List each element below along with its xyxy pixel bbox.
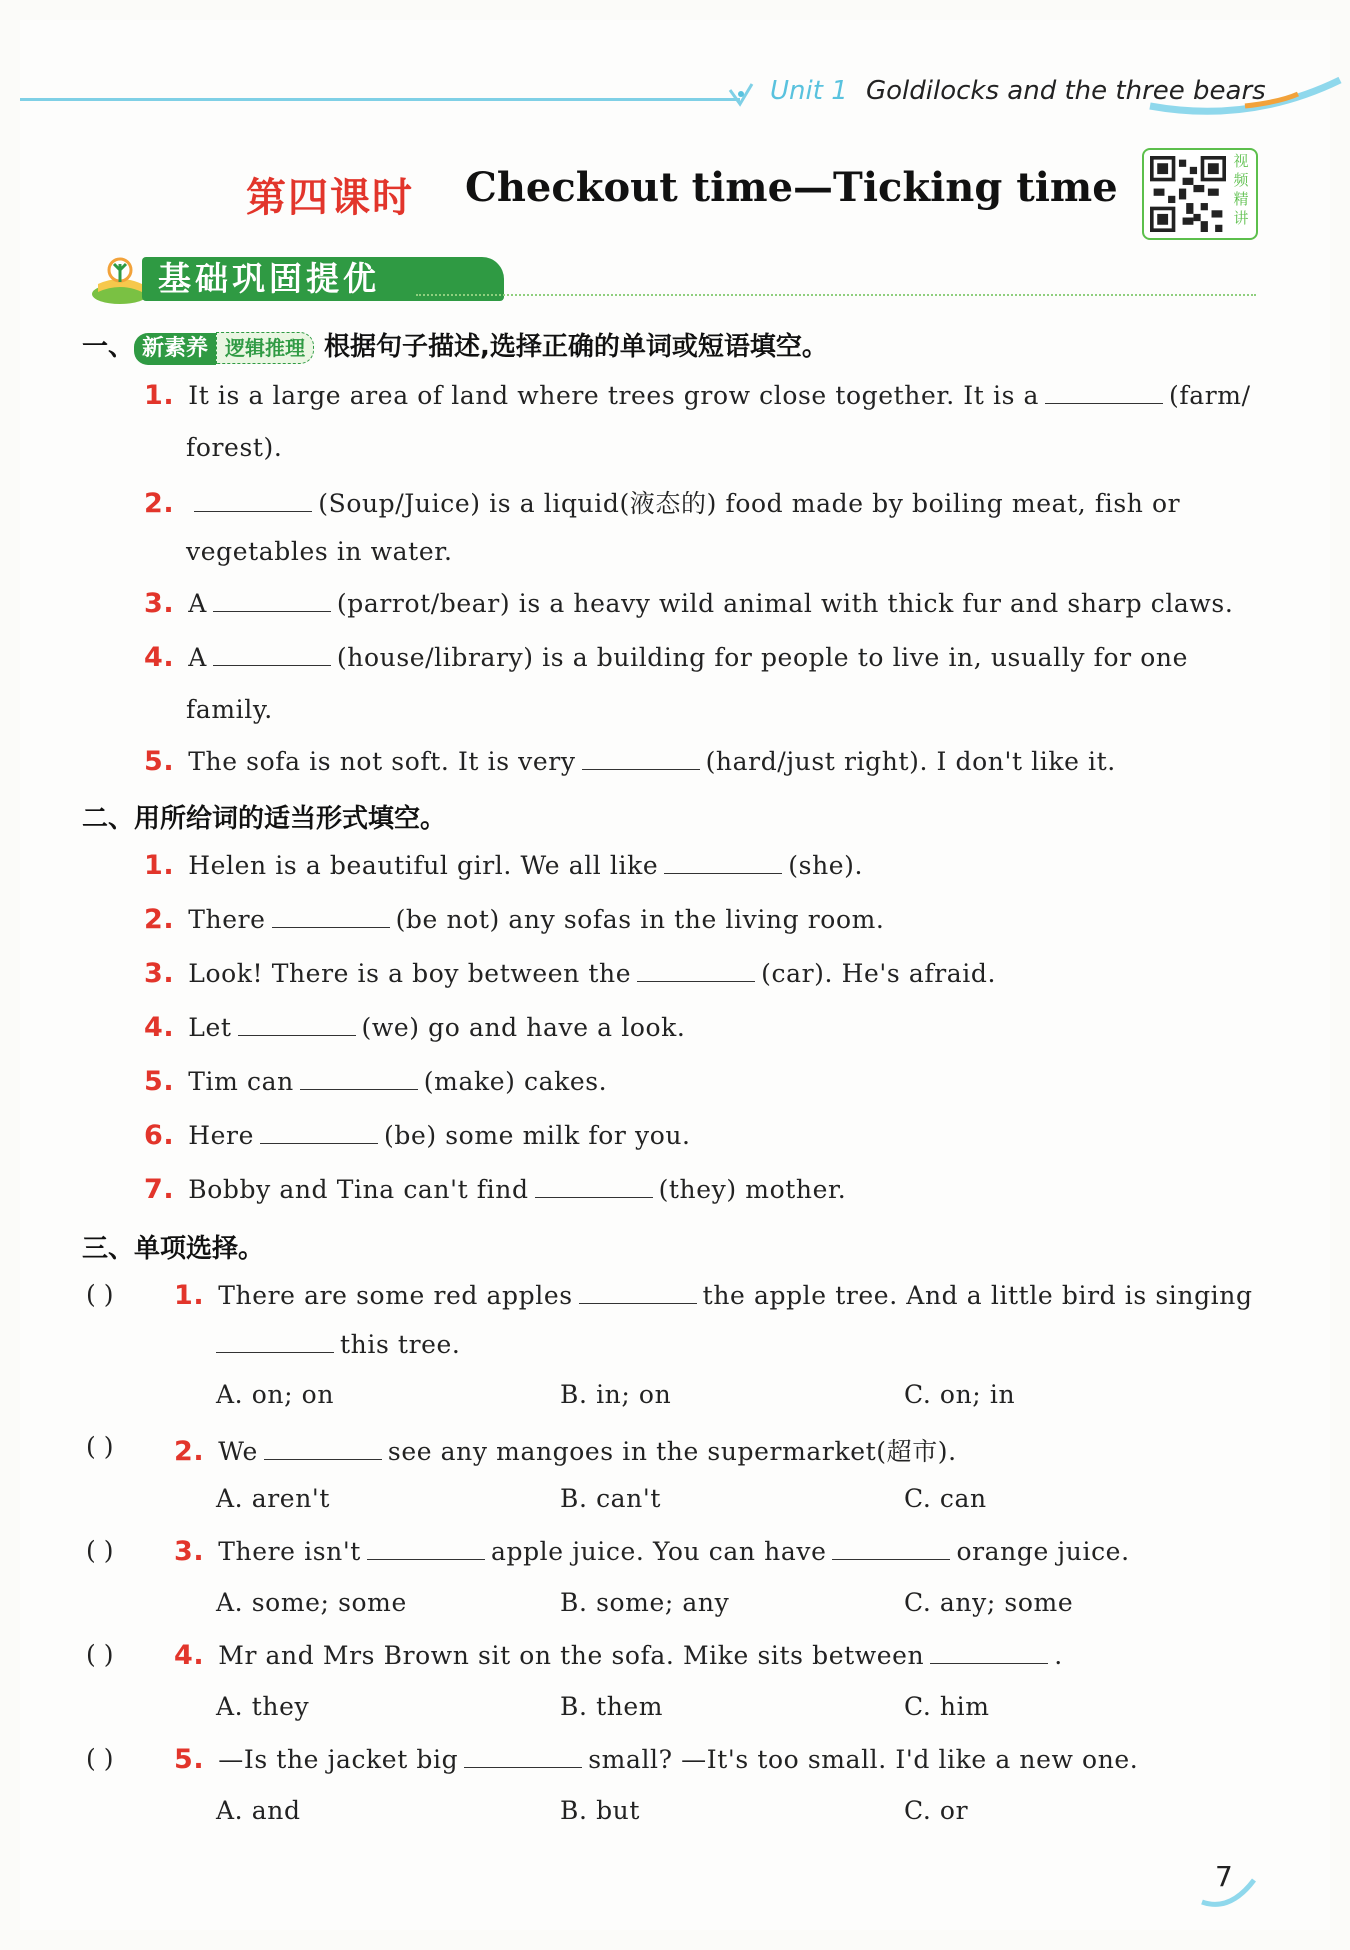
page-number: 7: [1215, 1860, 1233, 1893]
answer-paren[interactable]: ( ): [86, 1640, 114, 1669]
answer-paren[interactable]: ( ): [86, 1536, 114, 1565]
answer-blank[interactable]: [260, 1121, 378, 1144]
answer-blank[interactable]: [579, 1281, 697, 1304]
answer-blank[interactable]: [194, 489, 312, 512]
list-item: 3. Look! There is a boy between the (car). He's afraid.: [144, 958, 997, 989]
list-item: 4. A (house/library) is a building for people to live in, usually for one: [144, 642, 1188, 673]
question-item: 4. Mr and Mrs Brown sit on the sofa. Mike sits between .: [174, 1640, 1063, 1671]
answer-paren[interactable]: ( ): [86, 1432, 114, 1461]
section3-heading: 三、单项选择。: [82, 1234, 265, 1264]
list-item: 6. Here (be) some milk for you.: [144, 1120, 691, 1151]
list-item: 2. (Soup/Juice) is a liquid(液态的) food made by boiling meat, fish or: [144, 488, 1181, 519]
answer-blank[interactable]: [213, 589, 331, 612]
answer-blank[interactable]: [1045, 381, 1163, 404]
answer-blank[interactable]: [272, 905, 390, 928]
option-b[interactable]: B. them: [560, 1692, 664, 1721]
option-a[interactable]: A. aren't: [216, 1484, 331, 1513]
list-item: 5. The sofa is not soft. It is very (hard/just right). I don't like it.: [144, 746, 1116, 777]
option-b[interactable]: B. in; on: [560, 1380, 672, 1409]
list-item: 5. Tim can (make) cakes.: [144, 1066, 608, 1097]
answer-blank[interactable]: [264, 1437, 382, 1460]
question-item: 5. —Is the jacket big small? —It's too small. I'd like a new one.: [174, 1744, 1139, 1775]
option-b[interactable]: B. some; any: [560, 1588, 730, 1617]
answer-blank[interactable]: [582, 747, 700, 770]
option-b[interactable]: B. but: [560, 1796, 641, 1825]
answer-blank[interactable]: [637, 959, 755, 982]
option-c[interactable]: C. any; some: [904, 1588, 1074, 1617]
option-a[interactable]: A. some; some: [216, 1588, 407, 1617]
unit-title: Goldilocks and the three bears: [866, 76, 1266, 106]
list-item: 3. A (parrot/bear) is a heavy wild animal with thick fur and sharp claws.: [144, 588, 1234, 619]
answer-blank[interactable]: [216, 1330, 334, 1353]
question-cont: this tree.: [216, 1330, 460, 1359]
list-item: 1. It is a large area of land where trees grow close together. It is a (farm/: [144, 380, 1251, 411]
option-a[interactable]: A. and: [216, 1796, 301, 1825]
answer-blank[interactable]: [832, 1537, 950, 1560]
answer-blank[interactable]: [664, 851, 782, 874]
answer-blank[interactable]: [535, 1175, 653, 1198]
section1-heading: 一、 新素养 逻辑推理 根据句子描述,选择正确的单词或短语填空。: [82, 326, 828, 365]
answer-blank[interactable]: [930, 1641, 1048, 1664]
answer-blank[interactable]: [213, 643, 331, 666]
list-item-cont: vegetables in water.: [186, 537, 453, 566]
question-item: 1. There are some red apples the apple tree. And a little bird is singing: [174, 1280, 1253, 1311]
list-item: 2. There (be not) any sofas in the living room.: [144, 904, 885, 935]
option-c[interactable]: C. him: [904, 1692, 990, 1721]
book-sprout-icon: [90, 254, 150, 306]
checkmark-icon: [728, 82, 754, 108]
list-item: 1. Helen is a beautiful girl. We all like (she).: [144, 850, 864, 881]
list-item-cont: forest).: [186, 433, 283, 462]
tag-logic: 逻辑推理: [216, 332, 314, 364]
unit-label: Unit 1: [770, 76, 848, 106]
list-item: 4. Let (we) go and have a look.: [144, 1012, 686, 1043]
banner-divider: [416, 294, 1256, 296]
answer-paren[interactable]: ( ): [86, 1744, 114, 1773]
option-c[interactable]: C. on; in: [904, 1380, 1016, 1409]
question-item: 3. There isn't apple juice. You can have orange juice.: [174, 1536, 1130, 1567]
qr-label: 视 频 精 讲: [1233, 152, 1249, 227]
qr-code-icon: [1150, 156, 1226, 232]
lesson-title: Checkout time—Ticking time: [465, 164, 1118, 211]
list-item-cont: family.: [186, 695, 273, 724]
qr-code[interactable]: [1142, 148, 1258, 240]
list-item: 7. Bobby and Tina can't find (they) mother.: [144, 1174, 847, 1205]
option-c[interactable]: C. or: [904, 1796, 969, 1825]
answer-blank[interactable]: [300, 1067, 418, 1090]
option-c[interactable]: C. can: [904, 1484, 987, 1513]
banner-title: 基础巩固提优: [142, 257, 504, 301]
answer-blank[interactable]: [464, 1745, 582, 1768]
section2-heading: 二、用所给词的适当形式填空。: [82, 804, 447, 834]
option-b[interactable]: B. can't: [560, 1484, 661, 1513]
answer-paren[interactable]: ( ): [86, 1280, 114, 1309]
tag-new-literacy: 新素养: [134, 333, 216, 365]
option-a[interactable]: A. on; on: [216, 1380, 335, 1409]
section1-title: 根据句子描述,选择正确的单词或短语填空。: [324, 332, 828, 362]
header-line: [20, 98, 740, 101]
swoosh-decoration-icon: [1130, 76, 1350, 126]
answer-blank[interactable]: [367, 1537, 485, 1560]
lesson-number: 第四课时: [246, 174, 414, 221]
question-item: 2. We see any mangoes in the supermarket(超市).: [174, 1436, 957, 1467]
option-a[interactable]: A. they: [216, 1692, 310, 1721]
answer-blank[interactable]: [238, 1013, 356, 1036]
